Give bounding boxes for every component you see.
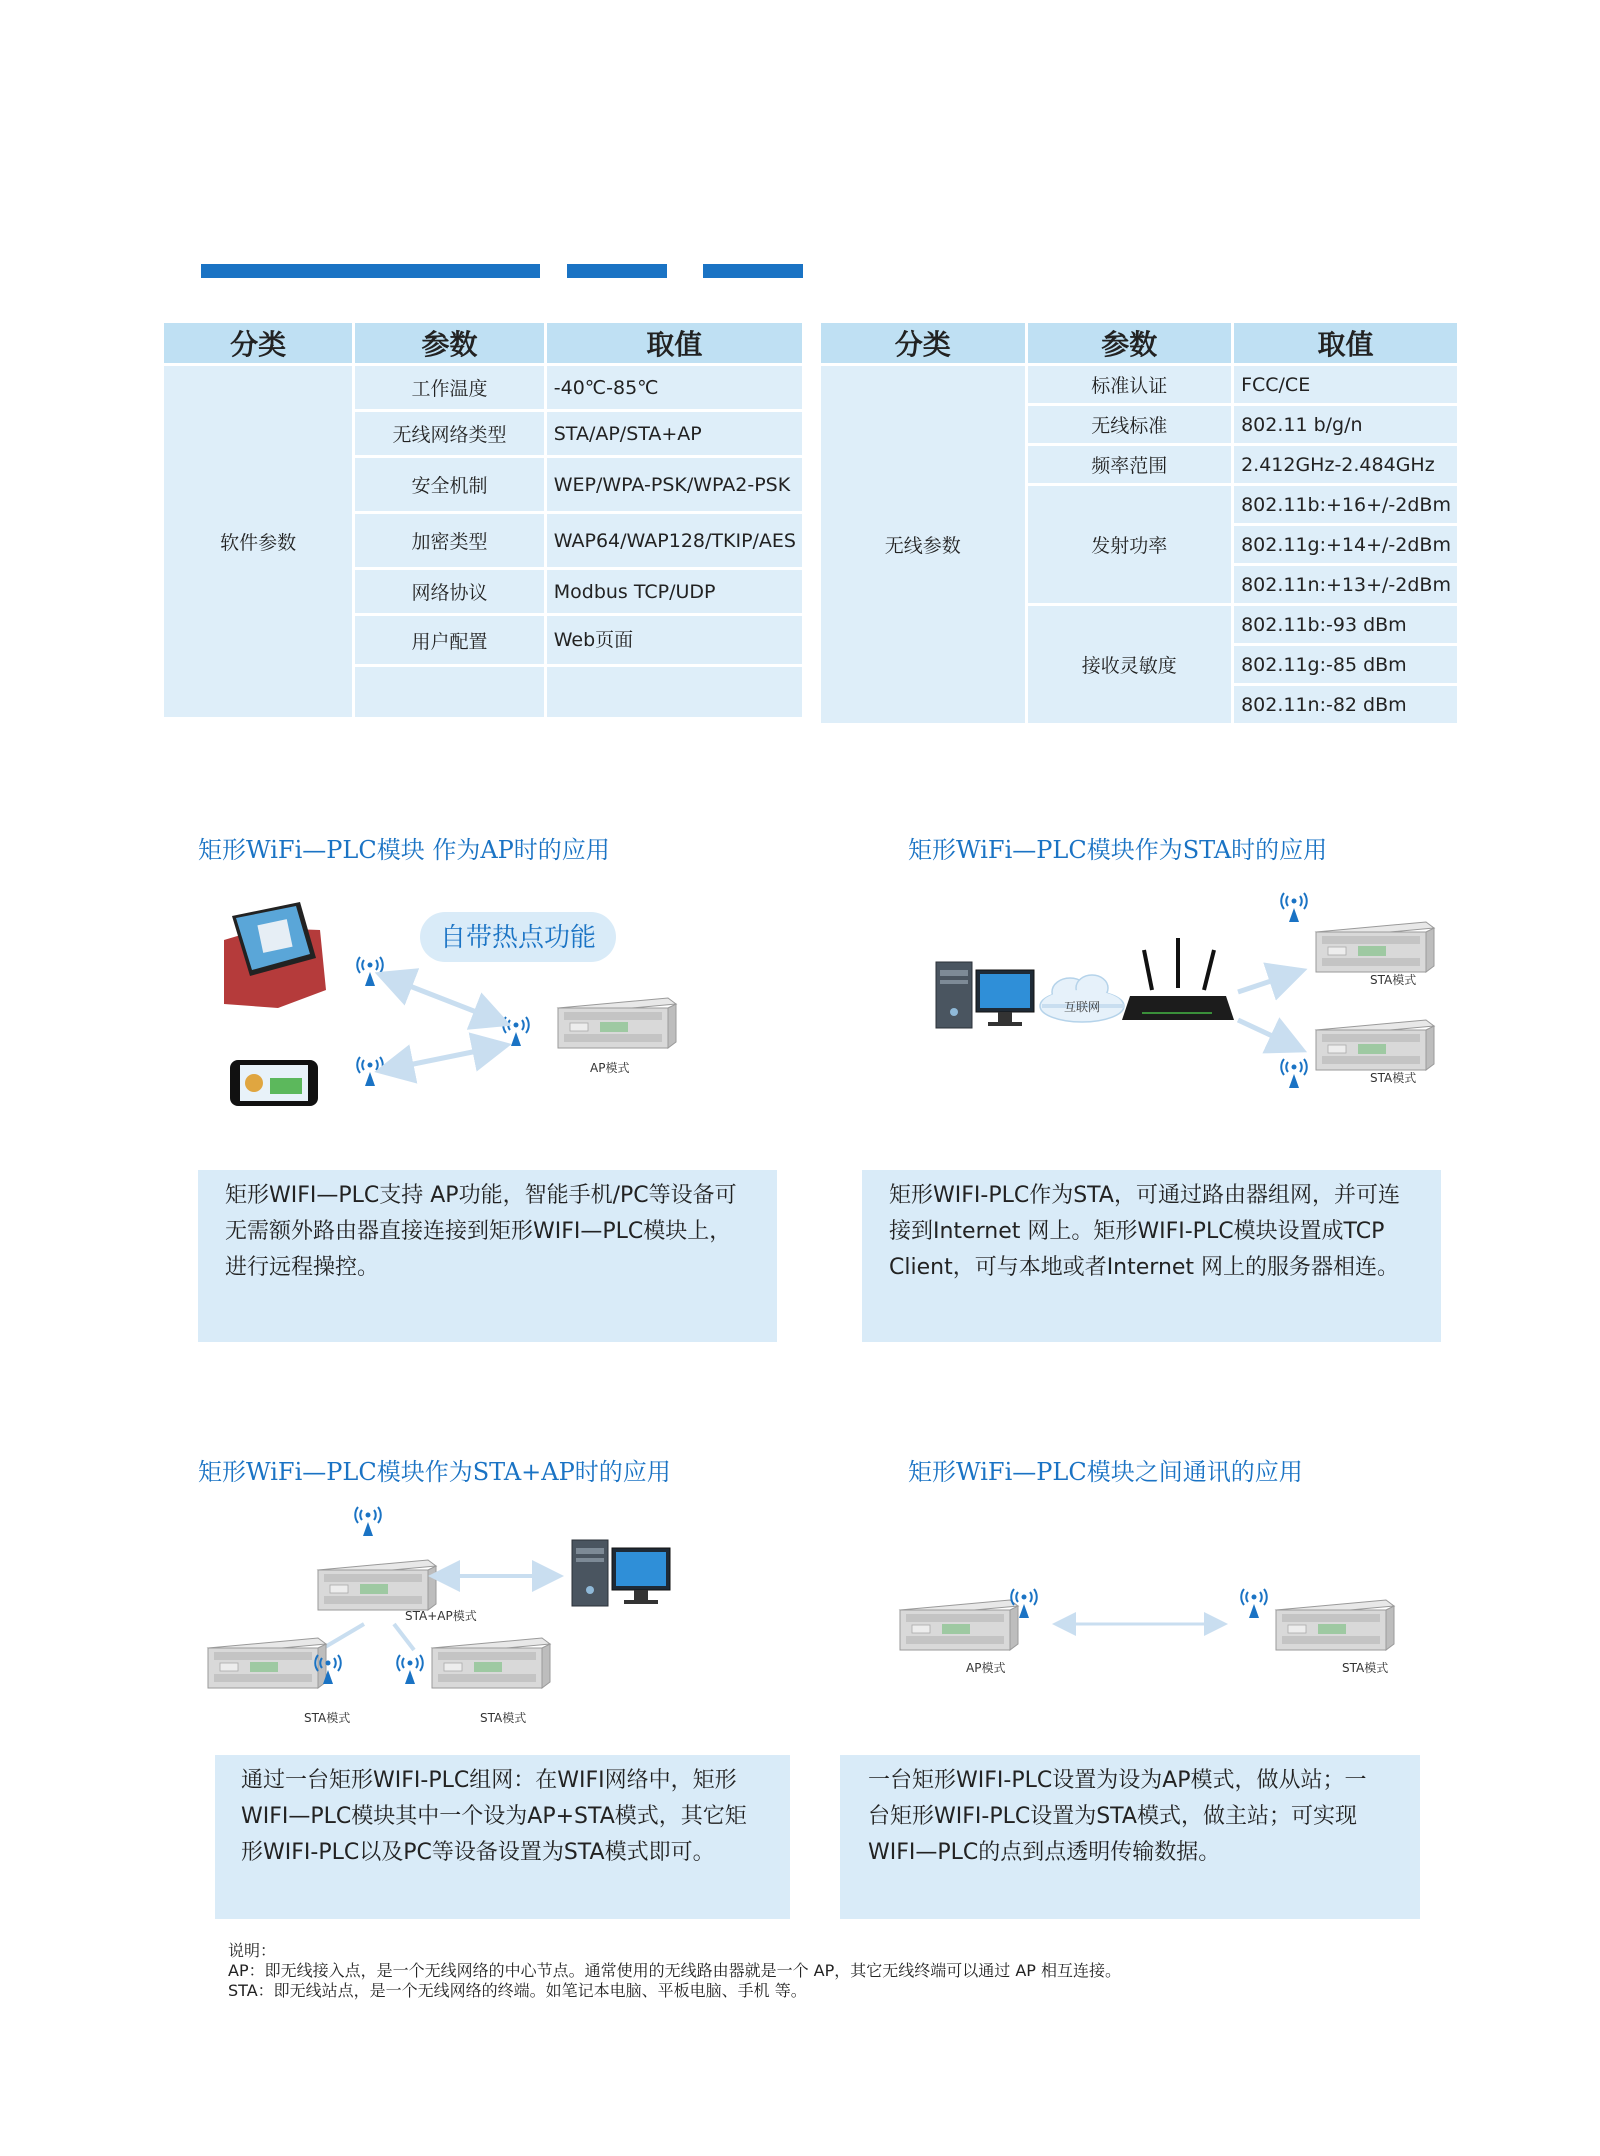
param-cell: 无线标准 xyxy=(1028,406,1232,443)
header-bar-mid xyxy=(567,264,667,278)
value-cell: STA/AP/STA+AP xyxy=(547,412,802,455)
value-cell: WEP/WPA-PSK/WPA2-PSK xyxy=(547,458,802,511)
desc-line: 无需额外路由器直接连接到矩形WIFI—PLC模块上， xyxy=(225,1219,732,1244)
sta-diagram xyxy=(930,880,1450,1120)
param-cell: 频率范围 xyxy=(1028,446,1232,483)
desc-line: 接到Internet 网上。矩形WIFI-PLC模块设置成TCP xyxy=(889,1219,1385,1244)
param-cell: 标准认证 xyxy=(1028,366,1232,403)
value-cell: 802.11n:+13+/-2dBm xyxy=(1234,566,1457,603)
desc-line: 通过一台矩形WIFI-PLC组网：在WIFI网络中，矩形 xyxy=(241,1768,737,1793)
header-param: 参数 xyxy=(355,323,543,363)
center-wifi-icon xyxy=(355,1507,381,1536)
header-bar-long xyxy=(201,264,540,278)
desc-line: 矩形WIFI—PLC支持 AP功能，智能手机/PC等设备可 xyxy=(225,1183,737,1208)
software-params-table xyxy=(161,320,805,720)
header-value: 取值 xyxy=(547,323,802,363)
value-cell: FCC/CE xyxy=(1234,366,1457,403)
comm-section-title: 矩形WiFi—PLC模块之间通讯的应用 xyxy=(908,1458,1303,1486)
desc-line: Client，可与本地或者Internet 网上的服务器相连。 xyxy=(889,1255,1400,1280)
category-software: 软件参数 xyxy=(164,366,352,717)
desc-line: 矩形WIFI-PLC作为STA，可通过路由器组网，并可连 xyxy=(889,1183,1400,1208)
internet-cloud-icon xyxy=(1040,975,1124,1022)
desc-line: WIFI—PLC的点到点透明传输数据。 xyxy=(868,1840,1221,1865)
plc-module-sta-bottom xyxy=(1316,1020,1434,1070)
staap-center-label: STA+AP模式 xyxy=(405,1609,477,1623)
desc-line: 进行远程操控。 xyxy=(225,1255,380,1280)
comm-description xyxy=(840,1755,1420,1919)
comm-sta-label: STA模式 xyxy=(1342,1661,1389,1675)
desc-line: 形WIFI-PLC以及PC等设备设置为STA模式即可。 xyxy=(241,1840,715,1865)
param-cell: 安全机制 xyxy=(355,458,543,511)
phone-wifi-icon xyxy=(357,1057,383,1086)
sta-bottom-label: STA模式 xyxy=(1370,1071,1417,1085)
value-cell: 2.412GHz-2.484GHz xyxy=(1234,446,1457,483)
router-sta-arrow-top xyxy=(1238,972,1298,992)
desc-line: 一台矩形WIFI-PLC设置为设为AP模式，做从站；一 xyxy=(868,1768,1367,1793)
phone-link-arrow xyxy=(384,1046,502,1070)
right-link-line xyxy=(394,1624,414,1650)
ap-diagram xyxy=(220,900,700,1130)
smartphone-icon xyxy=(230,1060,318,1106)
header-bar-short xyxy=(703,264,803,278)
ap-section-title: 矩形WiFi—PLC模块 作为AP时的应用 xyxy=(198,836,610,864)
plc-module-ap xyxy=(900,1600,1018,1650)
hotspot-text: 自带热点功能 xyxy=(439,923,597,953)
value-cell: 802.11b:-93 dBm xyxy=(1234,606,1457,643)
notes xyxy=(228,1941,1121,2001)
staap-diagram xyxy=(200,1500,700,1740)
sta-top-wifi-icon xyxy=(1281,893,1307,922)
staap-section-title: 矩形WiFi—PLC模块作为STA+AP时的应用 xyxy=(198,1458,671,1486)
comm-diagram xyxy=(890,1570,1430,1700)
sta-wifi-icon xyxy=(1241,1589,1267,1618)
value-cell: 802.11n:-82 dBm xyxy=(1234,686,1457,723)
value-cell: 802.11 b/g/n xyxy=(1234,406,1457,443)
header-value: 取值 xyxy=(1234,323,1457,363)
desc-line: 台矩形WIFI-PLC设置为STA模式，做主站；可实现 xyxy=(868,1804,1357,1829)
value-cell: Web页面 xyxy=(547,616,802,664)
param-cell: 网络协议 xyxy=(355,570,543,613)
left-link-line xyxy=(320,1624,364,1650)
computer-icon xyxy=(936,962,1034,1028)
sta-top-label: STA模式 xyxy=(1370,973,1417,987)
note-ap: AP：即无线接入点，是一个无线网络的中心节点。通常使用的无线路由器就是一个 AP，其它无线终端可以通过 AP 相互连接。 xyxy=(228,1961,1122,1980)
value-cell: 802.11g:-85 dBm xyxy=(1234,646,1457,683)
internet-label: 互联网 xyxy=(1063,1000,1101,1014)
router-icon xyxy=(1122,938,1234,1020)
plc-module-right xyxy=(432,1638,550,1688)
param-cell: 用户配置 xyxy=(355,616,543,664)
computer-icon xyxy=(572,1540,670,1606)
ap-mode-label: AP模式 xyxy=(590,1061,630,1075)
notes-heading: 说明： xyxy=(228,1941,277,1960)
staap-right-label: STA模式 xyxy=(480,1711,527,1725)
param-cell: 发射功率 xyxy=(1028,486,1232,603)
value-cell: 802.11g:+14+/-2dBm xyxy=(1234,526,1457,563)
sta-bottom-wifi-icon xyxy=(1281,1059,1307,1088)
plc-module-sta-top xyxy=(1316,922,1434,972)
tablet-wifi-icon xyxy=(357,957,383,986)
sta-section-title: 矩形WiFi—PLC模块作为STA时的应用 xyxy=(908,836,1328,864)
staap-description xyxy=(215,1755,790,1919)
empty-cell xyxy=(547,667,802,717)
header-category: 分类 xyxy=(164,323,352,363)
plc-module-center xyxy=(318,1560,436,1610)
plc-wifi-icon xyxy=(503,1017,529,1046)
param-cell: 接收灵敏度 xyxy=(1028,606,1232,723)
note-sta: STA：即无线站点，是一个无线网络的终端。如笔记本电脑、平板电脑、手机 等。 xyxy=(228,1981,807,2000)
desc-line: WIFI—PLC模块其中一个设为AP+STA模式，其它矩 xyxy=(241,1804,747,1829)
ap-description xyxy=(198,1170,777,1342)
param-cell: 工作温度 xyxy=(355,366,543,409)
plc-module-sta xyxy=(1276,1600,1394,1650)
empty-cell xyxy=(355,667,543,717)
right-wifi-icon xyxy=(397,1655,423,1684)
sta-description xyxy=(862,1170,1441,1342)
tablet-icon xyxy=(224,902,326,1008)
header-category: 分类 xyxy=(821,323,1025,363)
value-cell: WAP64/WAP128/TKIP/AES xyxy=(547,514,802,567)
tablet-link-arrow xyxy=(384,976,502,1022)
comm-ap-label: AP模式 xyxy=(966,1661,1006,1675)
value-cell: -40℃-85℃ xyxy=(547,366,802,409)
wireless-params-table xyxy=(818,320,1460,726)
param-cell: 无线网络类型 xyxy=(355,412,543,455)
staap-left-label: STA模式 xyxy=(304,1711,351,1725)
param-cell: 加密类型 xyxy=(355,514,543,567)
plc-module-ap xyxy=(558,998,676,1048)
header-param: 参数 xyxy=(1028,323,1232,363)
plc-module-left xyxy=(208,1638,326,1688)
value-cell: Modbus TCP/UDP xyxy=(547,570,802,613)
router-sta-arrow-bottom xyxy=(1238,1020,1298,1048)
value-cell: 802.11b:+16+/-2dBm xyxy=(1234,486,1457,523)
category-wireless: 无线参数 xyxy=(821,366,1025,723)
